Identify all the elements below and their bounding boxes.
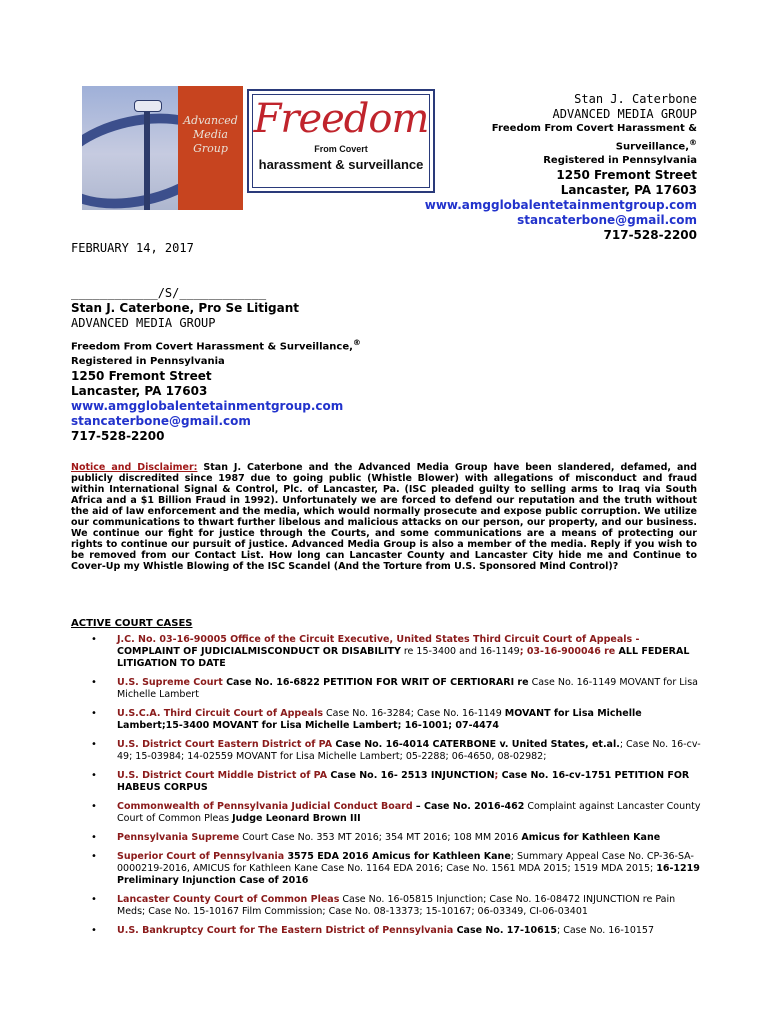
- case-court-name: Superior Court of Pennsylvania: [117, 851, 285, 862]
- case-bold-text: 3575 EDA 2016 Amicus for Kathleen Kane: [284, 851, 511, 862]
- case-text: ; Summary Appeal Case No. CP-36-SA-0000219-2016, AMICUS for Kathleen Kane Case No. 1164 EDA 2016; Case No. 1561 MDA 2015; 1519 MDA 2015;: [117, 851, 694, 874]
- case-text: re 15-3400 and 16-1149: [400, 646, 520, 657]
- case-bold-text-2: Judge Leonard Brown III: [232, 813, 361, 824]
- notice-label: Notice and Disclaimer:: [71, 462, 198, 473]
- case-text: ; Case No. 16-10157: [556, 925, 655, 936]
- case-text: Complaint against Lancaster County Court of Common Pleas: [117, 801, 701, 824]
- case-bold-text-2: 16-1219 Preliminary Injunction Case of 2016: [117, 863, 700, 886]
- case-bold-text: Case No. 16-6822 PETITION FOR WRIT OF CERTIORARI re: [222, 677, 529, 688]
- header-org: ADVANCED MEDIA GROUP: [552, 107, 697, 121]
- logo-freedom-sub: harassment & surveillance: [258, 157, 424, 172]
- court-case-item: [71, 708, 701, 732]
- bullet-icon: •: [91, 832, 97, 843]
- active-court-cases-heading: ACTIVE COURT CASES: [71, 618, 193, 629]
- case-bold-text: Case No. 16-4014 CATERBONE v. United States, et.al.: [332, 739, 620, 750]
- bullet-icon: •: [91, 770, 97, 781]
- bullet-icon: •: [91, 634, 97, 645]
- case-bold-text: Case No. 16- 2513 INJUNCTION: [327, 770, 495, 781]
- case-court-name: Lancaster County Court of Common Pleas: [117, 894, 340, 905]
- court-case-list: [71, 634, 701, 944]
- signature-website-link[interactable]: www.amgglobalentetainmentgroup.com: [71, 399, 344, 414]
- header-street: 1250 Fremont Street: [556, 168, 697, 183]
- bullet-icon: •: [91, 894, 97, 905]
- header-freedom-line1: Freedom From Covert Harassment &: [491, 123, 697, 134]
- letterhead: [425, 92, 697, 243]
- notice-disclaimer: [71, 462, 697, 572]
- case-bold-text-2: ALL FEDERAL LITIGATION TO DATE: [117, 646, 690, 669]
- signature-name: Stan J. Caterbone, Pro Se Litigant: [71, 301, 300, 315]
- court-case-item: [71, 634, 701, 670]
- signature-org: ADVANCED MEDIA GROUP: [71, 316, 216, 330]
- case-bold-text: COMPLAINT OF JUDICIALMISCONDUCT OR DISABILITY: [117, 646, 401, 657]
- case-bold-text-2: Amicus for Kathleen Kane: [521, 832, 661, 843]
- signature-freedom: Freedom From Covert Harassment & Surveillance,®: [71, 338, 361, 353]
- case-bold-text-2: MOVANT for Lisa Michelle Lambert;15-3400 MOVANT for Lisa Michelle Lambert; 16-1001; 07-4474: [117, 708, 642, 731]
- signature-city: Lancaster, PA 17603: [71, 384, 208, 399]
- signature-street: 1250 Fremont Street: [71, 369, 212, 384]
- case-text: Court Case No. 353 MT 2016; 354 MT 2016; 108 MM 2016: [239, 832, 522, 843]
- court-case-item: [71, 801, 701, 825]
- freedom-logo: [247, 89, 435, 193]
- case-text: ; Case No. 16-cv-49; 15-03984; 14-02559 MOVANT for Lisa Michelle Lambert; 05-2288; 06-4650, 08-02982;: [117, 739, 701, 762]
- case-text: Case No. 16-3284; Case No. 16-1149: [323, 708, 505, 719]
- bullet-icon: •: [91, 739, 97, 750]
- header-website-link[interactable]: www.amgglobalentetainmentgroup.com: [424, 198, 697, 213]
- case-court-name: U.S. Supreme Court: [117, 677, 223, 688]
- logo-freedom-from: From Covert: [314, 144, 368, 154]
- case-court-ref: ;: [494, 770, 499, 781]
- header-email-link[interactable]: stancaterbone@gmail.com: [517, 213, 697, 228]
- case-court-name: Pennsylvania Supreme: [117, 832, 240, 843]
- case-text: Case No. 16-05815 Injunction; Case No. 16-08472 INJUNCTION re Pain Meds; Case No. 15-10167 Film Commission; Case No. 08-13373; 15-10167; 06-03349, CI-06-03401: [117, 894, 676, 917]
- advanced-media-group-logo: [82, 86, 243, 210]
- bullet-icon: •: [91, 925, 97, 936]
- bullet-icon: •: [91, 677, 97, 688]
- court-case-item: [71, 770, 701, 794]
- case-court-name: U.S. District Court Middle District of PA: [117, 770, 328, 781]
- signature-phone: 717-528-2200: [71, 429, 165, 444]
- case-court-name: U.S.C.A. Third Circuit Court of Appeals: [117, 708, 323, 719]
- case-bold-text: Case No. 17-10615: [453, 925, 557, 936]
- case-bold-text: – Case No. 2016-462: [412, 801, 525, 812]
- signature-line: ____________/S/____________: [71, 286, 267, 300]
- signature-registered: Registered in Pennsylvania: [71, 356, 225, 368]
- notice-text: Stan J. Caterbone and the Advanced Media Group have been slandered, defamed, and publicly discredited since 1987 due to going public (Whistle Blower) with allegations of misconduct and fraud within International Signal & Control, Plc. of Lancaster, Pa. (ISC pleaded guilty to selling arms to Iraq via South Africa and a $1 Billion Fraud in 1992). Unfortunately we are forced to defend our reputation and the truth without the aid of law enforcement and the media, which would normally prosecute and expose public corruption. We utilize our communications to thwart further libelous and malicious attacks on our person, our property, and our business. We continue our fight for justice through the Courts, and some communications are a means of protecting our rights to continue our pursuit of justice. Advanced Media Group is also a member of the media. Reply if you wish to be removed from our Contact List. How long can Lancaster County and Lancaster City hide me and Continue to Cover-Up my Whistle Blowing of the ISC Scandel (And the Torture from U.S. Sponsored Mind Control)?: [71, 462, 697, 572]
- court-case-item: [71, 925, 701, 937]
- court-case-item: [71, 832, 701, 844]
- court-case-item: [71, 739, 701, 763]
- case-court-name: Commonwealth of Pennsylvania Judicial Conduct Board: [117, 801, 413, 812]
- court-case-item: [71, 851, 701, 887]
- logo-amg-text: Advanced Media Group: [183, 114, 238, 155]
- bullet-icon: •: [91, 708, 97, 719]
- signature-block: [71, 286, 411, 444]
- header-registered: Registered in Pennsylvania: [543, 155, 697, 167]
- case-court-name: U.S. District Court Eastern District of PA: [117, 739, 333, 750]
- header-freedom-line2: Surveillance,®: [615, 138, 697, 153]
- letter-date: FEBRUARY 14, 2017: [71, 241, 194, 255]
- bullet-icon: •: [91, 851, 97, 862]
- case-bold-text-2: Case No. 16-cv-1751 PETITION FOR HABEUS CORPUS: [117, 770, 690, 793]
- signature-email-link[interactable]: stancaterbone@gmail.com: [71, 414, 251, 429]
- case-court-name: U.S. Bankruptcy Court for The Eastern District of Pennsylvania: [117, 925, 454, 936]
- case-court-name: J.C. No. 03-16-90005 Office of the Circuit Executive, United States Third Circuit Court of Appeals -: [117, 634, 640, 645]
- court-case-item: [71, 677, 701, 701]
- header-phone: 717-528-2200: [603, 228, 697, 243]
- court-case-item: [71, 894, 701, 918]
- case-court-ref: ; 03-16-900046 re: [519, 646, 616, 657]
- header-city: Lancaster, PA 17603: [560, 183, 697, 198]
- header-name: Stan J. Caterbone: [574, 92, 697, 106]
- logo-freedom-word: Freedom: [253, 96, 429, 142]
- case-text: Case No. 16-1149 MOVANT for Lisa Michelle Lambert: [117, 677, 698, 700]
- bullet-icon: •: [91, 801, 97, 812]
